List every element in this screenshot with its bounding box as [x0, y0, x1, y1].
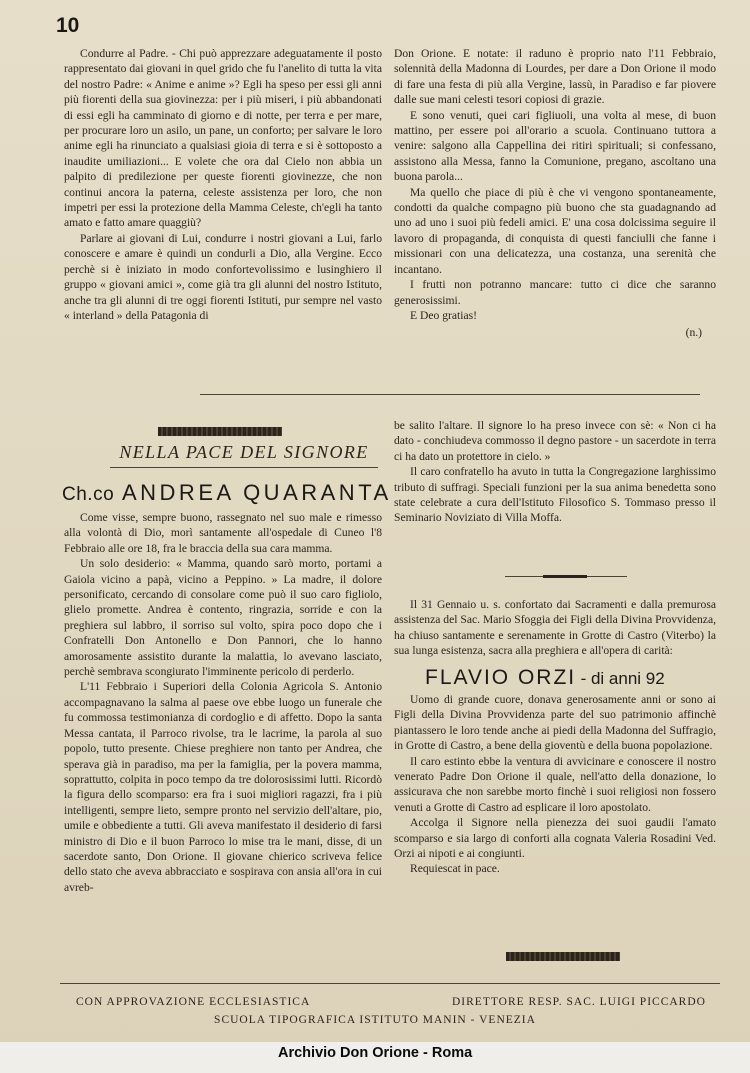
- top-article-left-column: [64, 46, 382, 323]
- page-number: 10: [56, 14, 80, 37]
- footer-director: DIRETTORE RESP. SAC. LUIGI PICCARDO: [452, 996, 706, 1008]
- archive-label: Archivio Don Orione - Roma: [278, 1045, 473, 1061]
- obituary-name-orzi: [425, 666, 725, 690]
- obituary-quaranta-text: [64, 510, 382, 895]
- footer-rule: [60, 983, 720, 984]
- obituary-paragraph: Accolga il Signore nella pienezza dei suoi gaudii l'amato scomparso e sia largo di conforti alla cognata Valeria Rosadini Ved. Orzi ai nipoti e ai congiunti.: [394, 816, 716, 861]
- obituary-orzi-text: [394, 692, 716, 877]
- decorative-band: [158, 427, 282, 436]
- name-prefix: Ch.co: [62, 484, 115, 505]
- footer-printer: SCUOLA TIPOGRAFICA ISTITUTO MANIN - VENEZIA: [214, 1014, 536, 1026]
- article-paragraph: Don Orione. E notate: il raduno è proprio nato l'11 Febbraio, solennità della Madonna di Lourdes, per dare a Don Orione il modo di fare una festa di più alla Vergine, lassù, in Paradiso e far piovere dalle sue mani celesti tesori copiosi di grazie.: [394, 47, 716, 107]
- article-signature: (n.): [685, 326, 702, 340]
- obituary-quaranta-continuation: [394, 418, 716, 526]
- footer-approval: CON APPROVAZIONE ECCLESIASTICA: [76, 996, 311, 1008]
- obituary-paragraph: Il 31 Gennaio u. s. confortato dai Sacramenti e dalla premurosa assistenza del Sac. Mario Sfoggia dei Figli della Divina Provvidenza, ha chiuso santamente e serenamente in Grotte di Castro (Viterbo) la sua lunga esistenza, sacra alla preghiera e all'opera di carità:: [394, 598, 716, 658]
- name-age: - di anni 92: [580, 669, 665, 688]
- title-underline: [110, 467, 378, 468]
- obituary-paragraph: Uomo di grande cuore, donava generosamente anni or sono ai Figli della Divina Provvidenza parte del suo patrimonio affinchè piantassero le loro tende anche ai piedi della Madonna del Suffragio, in Grotte di Castro, a bene della gioventù e della buona popolazione.: [394, 693, 716, 753]
- article-paragraph: Ma quello che piace di più è che vi vengono spontaneamente, condotti da qualche compagno più buono che sta guadagnando ad uno ad uno i suoi più fedeli amici. E' una cosa dolcissima seguire il lavoro di propaganda, di conquista di questi fanciulli che fanne i missionari con una delicatezza, una costanza, una serenità che incantano.: [394, 185, 716, 276]
- obituary-paragraph: Un solo desiderio: « Mamma, quando sarò morto, portami a Gaiola vicino a papà, vicino a Peppino. » La madre, il dolore personificato, cercando di consolare come può il suo caro figliolo, glielo promette. Andrea è contento, ringrazia, sorride e con la preghiera sul labbro, il sorriso sul volto, spira poco dopo che i Confratelli Don Antonello e Don Pannori, che lo hanno amorosamente assistito durante la malattia, lo avevano lasciato, perchè sembrava scongiurato l'imminente pericolo di perderlo.: [64, 557, 382, 679]
- decorative-band: [506, 952, 620, 961]
- obituary-orzi-intro: [394, 597, 716, 659]
- obituary-paragraph: Come visse, sempre buono, rassegnato nel suo male e rimesso alla volontà di Dio, morì santamente all'ospedale di Cuneo l'8 Febbraio alle ore 18, fra le braccia della sua cara mamma.: [64, 511, 382, 555]
- obituary-name-quaranta: [62, 480, 392, 506]
- top-article-right-column: [394, 46, 716, 341]
- obituary-paragraph: Il caro confratello ha avuto in tutta la Congregazione larghissimo tributo di suffragi. Speciali funzioni per la sua anima benedetta sono state celebrate a cura dell'Istituto Filosofico S. Tommaso presso il Seminario Noviziato di Villa Moffa.: [394, 465, 716, 525]
- article-paragraph: E Deo gratias!: [410, 308, 477, 322]
- name-text: FLAVIO ORZI: [425, 666, 577, 689]
- article-paragraph: I frutti non potranno mancare: tutto ci dice che saranno generosissimi.: [394, 278, 716, 307]
- divider-ornament: [543, 575, 587, 578]
- section-title: NELLA PACE DEL SIGNORE: [119, 442, 369, 462]
- obituary-paragraph: Requiescat in pace.: [410, 862, 500, 876]
- obituary-paragraph: Il caro estinto ebbe la ventura di avvicinare e conoscere il nostro venerato Padre Don Orione il quale, nell'atto della donazione, lo assicurava che non sarebbe morto finchè i suoi religiosi non fossero venuti a Grotte di Castro ad esplicare il loro apostolato.: [394, 754, 716, 814]
- article-paragraph: Condurre al Padre. - Chi può apprezzare adeguatamente il posto rappresentato dai giovani in quel grido che fu l'anelito di tutta la vita del nostro Padre: « Anime e anime »? Egli ha speso per essi gli anni più fiorenti della sua giovinezza: per i più miseri, i più abbandonati di essi egli ha camminato di giorno e di notte, per terra e per mare, per procurare loro un asilo, un pane, un conforto; per salvare le loro anime egli ha rinunciato a qualsiasi gioia di terra e si è sottoposto a inaudite umiliazioni... E volete che ora dal Cielo non abbia un palpito di predilezione per queste fiorenti giovinezze, che non continui ancora la paterna, celeste assistenza per loro, che non impetri per essi la protezione della Mamma Celeste, ch'egli ha tanto amato e fatto amare quaggiù?: [64, 47, 382, 230]
- article-paragraph: E sono venuti, quei cari figliuoli, una volta al mese, di buon mattino, per essere poi all'orario a scuola. Continuano tuttora a venire: salgono alla Cappellina dei ritiri spirituali; si confessano, assistono alla Messa, fanno la Comunione, pregano, ascoltano una buona parola...: [394, 108, 716, 184]
- archive-label-bar: [0, 1042, 750, 1073]
- obituary-paragraph: L'11 Febbraio i Superiori della Colonia Agricola S. Antonio accompagnavano la salma al paese ove ebbe luogo un funerale che fu commossa testimonianza di cordoglio e di affetto. Dopo la santa Messa cantata, il Parroco rivolse, tra le lacrime, la parola al suo popolo, tutto presente. Chiese preghiere non tanto per Andrea, che sperava già in paradiso, ma per la famiglia, per la povera mamma, soprattutto, colpita in poco tempo da tre dolorosissimi lutti. Ricordò la figura dello scomparso: era fra i suoi migliori ragazzi, fra i più intelligenti, sempre lieto, sempre pronto nel servizio dell'altare, pio, umile e obbediente a tutti. Gli aveva manifestato il desiderio di farsi ministro di Dio e il buon Parroco lo mise tra le mani, disse, di un sacerdote santo, Don Orione. Il giovane chierico scriveva felice dello stato che aveva abbracciato e sospirava con ansia all'ora in cui avreb-: [64, 680, 382, 894]
- article-paragraph: Parlare ai giovani di Lui, condurre i nostri giovani a Lui, farlo conoscere e amare è quindi un condurli a Dio, alla Vergine. Ecco perchè si è iniziato in modo confortevolissimo e lusinghiero il gruppo « giovani amici », come già tra gli alunni del nostro Istituto, anche tra gli alunni di tre oggi fiorenti Istituti, pur sempre nel vasto « interland » della Patagonia di: [64, 231, 382, 322]
- ornamental-divider: [505, 576, 627, 577]
- section-divider-rule: [200, 394, 700, 395]
- obituary-paragraph: be salito l'altare. Il signore lo ha preso invece con sè: « Non ci ha dato - conchiudeva commosso il degno pastore - un sacerdote in terra ci ha dato un protettore in cielo. »: [394, 419, 716, 463]
- name-text: ANDREA QUARANTA: [121, 480, 392, 505]
